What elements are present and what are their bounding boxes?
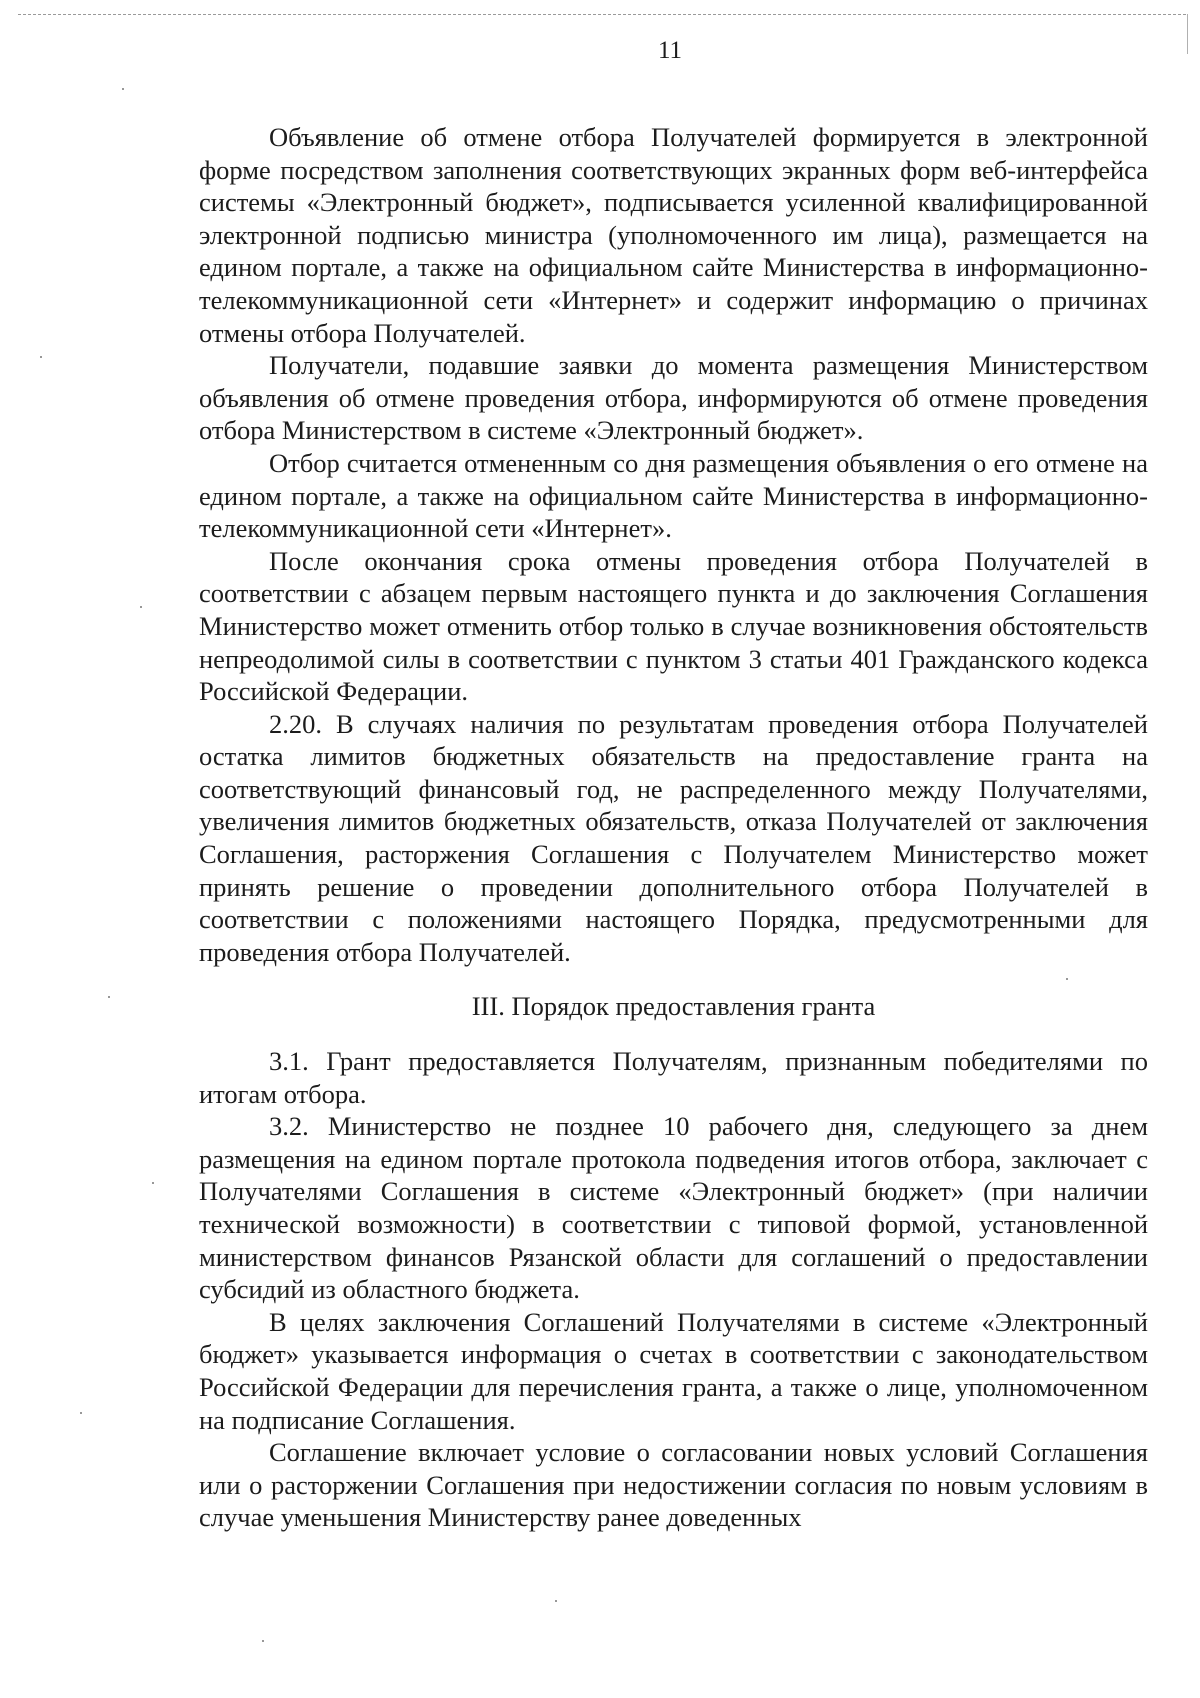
paragraph: 2.20. В случаях наличия по результатам проведения отбора Получателей остатка лимитов бюджетных обязательств на предоставление гранта на соответствующий финансовый год, не распределенного между Получателями, увеличения лимитов бюджетных обязательств, отказа Получателей от заключения Соглашения, расторжения Соглашения с Получателем Министерство может принять решение о проведении дополнительного отбора Получателей в соответствии с положениями настоящего Порядка, предусмотренными для проведения отбора Получателей. bbox=[199, 708, 1148, 967]
scan-speck bbox=[262, 1640, 264, 1642]
paragraph: Получатели, подавшие заявки до момента размещения Министерством объявления об отмене проведения отбора, информируются об отмене проведения отбора Министерством в системе «Электронный бюджет». bbox=[199, 350, 1148, 446]
scan-speck bbox=[80, 1412, 82, 1414]
scan-speck bbox=[555, 1600, 557, 1602]
paragraph: Объявление об отмене отбора Получателей формируется в электронной форме посредством заполнения соответствующих экранных форм веб-интерфейса системы «Электронный бюджет», подписывается усиленной квалифицированной электронной подписью министра (уполномоченного им лица), размещается на едином портале, а также на официальном сайте Министерства в информационно-телекоммуникационной сети «Интернет» и содержит информацию о причинах отмены отбора Получателей. bbox=[199, 122, 1148, 348]
paragraph: 3.1. Грант предоставляется Получателям, признанным победителями по итогам отбора. bbox=[199, 1046, 1148, 1109]
scan-speck bbox=[152, 1182, 154, 1184]
scan-speck bbox=[140, 606, 142, 608]
paragraph: В целях заключения Соглашений Получателями в системе «Электронный бюджет» указывается информация о счетах в соответствии с законодательством Российской Федерации для перечисления гранта, а также о лице, уполномоченном на подписание Соглашения. bbox=[199, 1306, 1148, 1435]
scan-top-edge bbox=[18, 14, 1186, 15]
document-body bbox=[199, 121, 1148, 1534]
paragraph: Отбор считается отмененным со дня размещения объявления о его отмене на едином портале, а также на официальном сайте Министерства в информационно-телекоммуникационной сети «Интернет». bbox=[199, 447, 1148, 544]
paragraph: После окончания срока отмены проведения отбора Получателей в соответствии с абзацем первым настоящего пункта и до заключения Соглашения Министерство может отменить отбор только в случае возникновения обстоятельств непреодолимой силы в соответствии с пунктом 3 статьи 401 Гражданского кодекса Российской Федерации. bbox=[199, 545, 1148, 707]
section-heading: III. Порядок предоставления гранта bbox=[471, 991, 876, 1022]
paragraph: 3.2. Министерство не позднее 10 рабочего дня, следующего за днем размещения на едином портале протокола подведения итогов отбора, заключает с Получателями Соглашения в системе «Электронный бюджет» (при наличии технической возможности) в соответствии с типовой формой, установленной министерством финансов Рязанской области для соглашений о предоставлении субсидий из областного бюджета. bbox=[199, 1111, 1148, 1305]
scan-speck bbox=[40, 356, 42, 358]
page-number: 11 bbox=[657, 37, 683, 64]
scan-speck bbox=[122, 88, 124, 90]
scan-speck bbox=[108, 996, 110, 998]
paragraph: Соглашение включает условие о согласовании новых условий Соглашения или о расторжении Соглашения при недостижении согласия по новым условиям в случае уменьшения Министерству ранее доведенных bbox=[199, 1437, 1148, 1533]
